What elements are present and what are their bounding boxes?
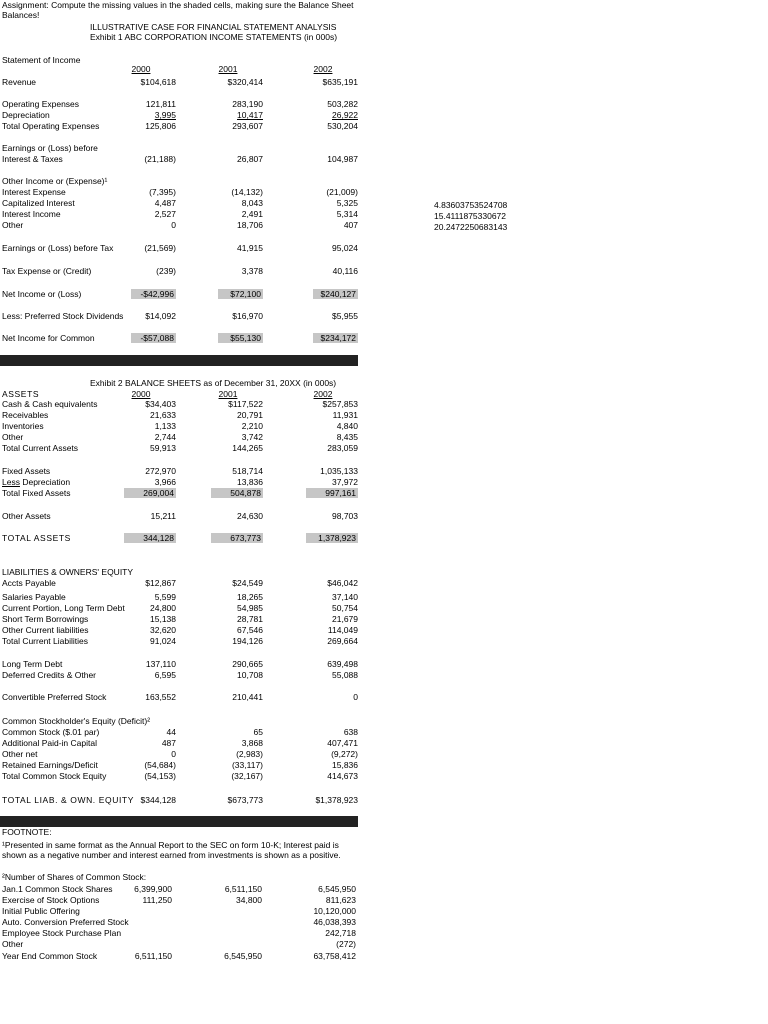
balance-cell: 210,441 (232, 692, 263, 702)
side-number: 20.2472250683143 (434, 222, 508, 232)
income-cell: $16,970 (232, 311, 263, 321)
income-cell: $320,414 (227, 77, 263, 87)
balance-cell: 67,546 (237, 625, 263, 635)
income-cell: $635,191 (322, 77, 358, 87)
income-row-label: Other Income or (Expense)¹ (2, 176, 108, 186)
shares-row-label: Auto. Conversion Preferred Stock (2, 917, 129, 927)
balance-cell: 272,970 (145, 466, 176, 476)
income-row-label: Net Income for Common (2, 333, 95, 343)
balance-cell: 0 (353, 692, 358, 702)
shares-row-label: Other (2, 939, 24, 949)
income-cell: (21,188) (144, 154, 176, 164)
income-cell: 18,706 (237, 220, 263, 230)
balance-cell: (9,272) (331, 749, 358, 759)
balance-row-label: Salaries Payable (2, 592, 66, 602)
side-number: 15.4111875330672 (434, 211, 507, 221)
balance-cell: 24,800 (150, 603, 176, 613)
balance-cell: 269,004 (124, 488, 176, 498)
income-cell: 104,987 (327, 154, 358, 164)
balance-row-label: Total Fixed Assets (2, 488, 71, 498)
income-cell: 121,811 (145, 99, 176, 109)
income-year-header: 2001 (218, 64, 238, 74)
income-cell: (7,395) (149, 187, 176, 197)
balance-row-label: Accts Payable (2, 578, 56, 588)
balance-cell: 0 (171, 749, 176, 759)
balance-cell: 11,931 (332, 410, 358, 420)
income-cell: $55,130 (218, 333, 263, 343)
balance-cell: 487 (161, 738, 176, 748)
income-row-label: Total Operating Expenses (2, 121, 100, 131)
balance-row-label: TOTAL ASSETS (2, 533, 71, 543)
shares-cell: 6,545,950 (318, 884, 356, 894)
less-word: Less (2, 477, 20, 487)
income-cell: $240,127 (313, 289, 358, 299)
balance-row-label: Deferred Credits & Other (2, 670, 97, 680)
balance-row-label (2, 477, 70, 487)
shares-cell: 6,511,150 (134, 951, 172, 961)
balance-cell: (32,167) (231, 771, 263, 781)
shares-row-label: Exercise of Stock Options (2, 895, 100, 905)
balance-cell: 37,972 (332, 477, 358, 487)
balance-year-header: 2002 (313, 389, 333, 399)
balance-cell: 28,781 (237, 614, 263, 624)
income-cell: 5,314 (336, 209, 358, 219)
balance-cell: 3,868 (241, 738, 263, 748)
income-cell: 125,806 (145, 121, 176, 131)
balance-cell: 8,435 (336, 432, 358, 442)
balance-row-label: Total Current Liabilities (2, 636, 88, 646)
balance-cell: 1,035,133 (320, 466, 358, 476)
income-cell: 3,995 (154, 110, 176, 120)
income-row-label: Net Income or (Loss) (2, 289, 82, 299)
income-cell: $72,100 (218, 289, 263, 299)
income-cell: 10,417 (237, 110, 263, 120)
balance-row-label: Retained Earnings/Deficit (2, 760, 98, 770)
assets-heading: ASSETS (2, 389, 40, 399)
balance-cell: 24,630 (237, 511, 263, 521)
shares-row-label: ²Number of Shares of Common Stock: (2, 872, 147, 882)
balance-row-label: Total Current Assets (2, 443, 79, 453)
shares-cell: 6,399,900 (134, 884, 172, 894)
shares-cell: 111,250 (142, 895, 172, 905)
income-cell: 5,325 (336, 198, 358, 208)
income-row-label: Interest & Taxes (2, 154, 63, 164)
shares-cell: 46,038,393 (313, 917, 356, 927)
balance-row-label: Other Current liabilities (2, 625, 89, 635)
shares-row-label: Year End Common Stock (2, 951, 98, 961)
income-cell: (14,132) (231, 187, 263, 197)
balance-cell: 283,059 (327, 443, 358, 453)
income-row-label: Depreciation (2, 110, 50, 120)
shares-cell: 63,758,412 (313, 951, 356, 961)
income-cell: -$42,996 (131, 289, 176, 299)
balance-row-label: Other (2, 432, 24, 442)
income-cell: 407 (343, 220, 358, 230)
balance-row-label: Long Term Debt (2, 659, 63, 669)
balance-cell: 21,679 (332, 614, 358, 624)
balance-cell: 2,744 (154, 432, 176, 442)
assignment-line-1: Assignment: Compute the missing values in the shaded cells, making sure the Balance Sheet (2, 0, 354, 10)
income-cell: 3,378 (241, 266, 263, 276)
footnote-text: ¹Presented in same format as the Annual Report to the SEC on form 10-K; Interest paid is shown as a negative number and interest earned from investments is shown as a positive. (2, 840, 341, 860)
shares-row-label: Jan.1 Common Stock Shares (2, 884, 113, 894)
balance-cell: 269,664 (327, 636, 358, 646)
balance-row-label: Total Common Stock Equity (2, 771, 107, 781)
balance-cell: 3,966 (154, 477, 176, 487)
balance-cell: 55,088 (332, 670, 358, 680)
balance-cell: $34,403 (145, 399, 176, 409)
balance-row-label: Other net (2, 749, 38, 759)
balance-row-label: Common Stockholder's Equity (Deficit)² (2, 716, 151, 726)
balance-cell: 6,595 (154, 670, 176, 680)
balance-cell: 20,791 (237, 410, 263, 420)
shares-cell: 811,623 (325, 895, 356, 905)
income-cell: 26,922 (332, 110, 358, 120)
balance-cell: 98,703 (332, 511, 358, 521)
income-row-label: Capitalized Interest (2, 198, 75, 208)
balance-row-label: TOTAL LIAB. & OWN. EQUITY (2, 795, 134, 805)
balance-row-label: Additional Paid-in Capital (2, 738, 97, 748)
shares-cell: (272) (336, 939, 356, 949)
balance-cell: 137,110 (145, 659, 176, 669)
balance-cell: 65 (253, 727, 263, 737)
balance-cell: 673,773 (211, 533, 263, 543)
income-row-label: Operating Expenses (2, 99, 80, 109)
income-cell: 2,491 (241, 209, 263, 219)
balance-cell: 2,210 (241, 421, 263, 431)
balance-cell: 15,138 (150, 614, 176, 624)
income-row-label: Interest Income (2, 209, 61, 219)
income-section-title: Statement of Income (2, 55, 81, 65)
income-cell: 503,282 (327, 99, 358, 109)
balance-cell: 32,620 (150, 625, 176, 635)
income-cell: $234,172 (313, 333, 358, 343)
balance-cell: (54,684) (144, 760, 176, 770)
balance-year-header: 2001 (218, 389, 238, 399)
balance-cell: 18,265 (237, 592, 263, 602)
income-year-header: 2000 (131, 64, 151, 74)
exhibit-2-title: Exhibit 2 BALANCE SHEETS as of December 31, 20XX (in 000s) (90, 378, 337, 388)
balance-row-label: LIABILITIES & OWNERS' EQUITY (2, 567, 134, 577)
income-cell: $104,618 (140, 77, 176, 87)
balance-cell: $344,128 (140, 795, 176, 805)
balance-cell: 91,024 (150, 636, 176, 646)
shares-row-label: Employee Stock Purchase Plan (2, 928, 122, 938)
section-divider-2 (0, 816, 358, 827)
balance-row-label: Convertible Preferred Stock (2, 692, 107, 702)
balance-row-label: Common Stock ($.01 par) (2, 727, 100, 737)
balance-cell: 44 (166, 727, 176, 737)
balance-cell: $46,042 (327, 578, 358, 588)
balance-cell: 4,840 (336, 421, 358, 431)
income-cell: 41,915 (237, 243, 263, 253)
balance-cell: (33,117) (231, 760, 263, 770)
shares-cell: 34,800 (236, 895, 262, 905)
balance-cell: 518,714 (232, 466, 263, 476)
balance-row-label: Fixed Assets (2, 466, 51, 476)
balance-row-label: Cash & Cash equivalents (2, 399, 98, 409)
income-cell: 8,043 (241, 198, 263, 208)
case-title: ILLUSTRATIVE CASE FOR FINANCIAL STATEMENT ANALYSIS (90, 22, 337, 32)
balance-cell: 3,742 (241, 432, 263, 442)
balance-cell: 10,708 (237, 670, 263, 680)
shares-cell: 6,545,950 (224, 951, 262, 961)
income-year-header: 2002 (313, 64, 333, 74)
shares-cell: 242,718 (325, 928, 356, 938)
shares-cell: 6,511,150 (224, 884, 262, 894)
income-cell: (21,009) (326, 187, 358, 197)
income-row-label: Other (2, 220, 24, 230)
footnote-heading: FOOTNOTE: (2, 827, 52, 837)
balance-cell: $673,773 (227, 795, 263, 805)
balance-cell: 37,140 (332, 592, 358, 602)
balance-cell: (2,983) (236, 749, 263, 759)
balance-row-label: Other Assets (2, 511, 51, 521)
balance-cell: 144,265 (232, 443, 263, 453)
balance-cell: 15,211 (150, 511, 176, 521)
balance-cell: $24,549 (232, 578, 263, 588)
income-cell: 0 (171, 220, 176, 230)
balance-cell: 997,161 (306, 488, 358, 498)
balance-row-label: Current Portion, Long Term Debt (2, 603, 125, 613)
balance-cell: 1,133 (154, 421, 176, 431)
balance-cell: $12,867 (145, 578, 176, 588)
balance-cell: 50,754 (332, 603, 358, 613)
balance-cell: (54,153) (144, 771, 176, 781)
income-cell: $5,955 (332, 311, 358, 321)
income-row-label: Less: Preferred Stock Dividends (2, 311, 124, 321)
balance-cell: 414,673 (327, 771, 358, 781)
income-cell: 26,807 (237, 154, 263, 164)
balance-cell: 13,836 (237, 477, 263, 487)
balance-row-label: Inventories (2, 421, 44, 431)
balance-cell: 15,836 (332, 760, 358, 770)
balance-cell: 194,126 (232, 636, 263, 646)
side-number: 4.83603753524708 (434, 200, 508, 210)
income-cell: 95,024 (332, 243, 358, 253)
income-row-label: Earnings or (Loss) before Tax (2, 243, 114, 253)
income-row-label: Revenue (2, 77, 37, 87)
balance-cell: 638 (343, 727, 358, 737)
income-row-label: Tax Expense or (Credit) (2, 266, 92, 276)
balance-cell: $117,522 (228, 399, 263, 409)
balance-cell: 5,599 (154, 592, 176, 602)
balance-cell: 504,878 (211, 488, 263, 498)
income-cell: 283,190 (232, 99, 263, 109)
balance-cell: $1,378,923 (315, 795, 358, 805)
income-cell: 40,116 (332, 266, 358, 276)
balance-cell: 163,552 (145, 692, 176, 702)
balance-cell: 407,471 (327, 738, 358, 748)
balance-cell: 344,128 (124, 533, 176, 543)
balance-year-header: 2000 (131, 389, 151, 399)
shares-row-label: Initial Public Offering (2, 906, 80, 916)
income-cell: 530,204 (327, 121, 358, 131)
balance-cell: 639,498 (327, 659, 358, 669)
section-divider-1 (0, 355, 358, 366)
income-row-label: Earnings or (Loss) before (2, 143, 98, 153)
income-cell: -$57,088 (131, 333, 176, 343)
balance-cell: 290,665 (232, 659, 263, 669)
income-cell: (21,569) (144, 243, 176, 253)
balance-cell: 21,633 (150, 410, 176, 420)
exhibit-1-title: Exhibit 1 ABC CORPORATION INCOME STATEMENTS (in 000s) (90, 32, 338, 42)
balance-row-label: Receivables (2, 410, 49, 420)
assignment-line-2: Balances! (2, 10, 40, 20)
balance-cell: $257,853 (322, 399, 358, 409)
income-cell: $14,092 (145, 311, 176, 321)
shares-cell: 10,120,000 (313, 906, 356, 916)
income-cell: (239) (156, 266, 176, 276)
income-cell: 293,607 (232, 121, 263, 131)
balance-cell: 59,913 (150, 443, 176, 453)
income-cell: 4,487 (154, 198, 176, 208)
balance-row-label-rest: Depreciation (19, 477, 71, 487)
income-row-label: Interest Expense (2, 187, 66, 197)
income-cell: 2,527 (154, 209, 176, 219)
balance-row-label: Short Term Borrowings (2, 614, 89, 624)
balance-cell: 114,049 (327, 625, 358, 635)
balance-cell: 54,985 (237, 603, 263, 613)
balance-cell: 1,378,923 (306, 533, 358, 543)
